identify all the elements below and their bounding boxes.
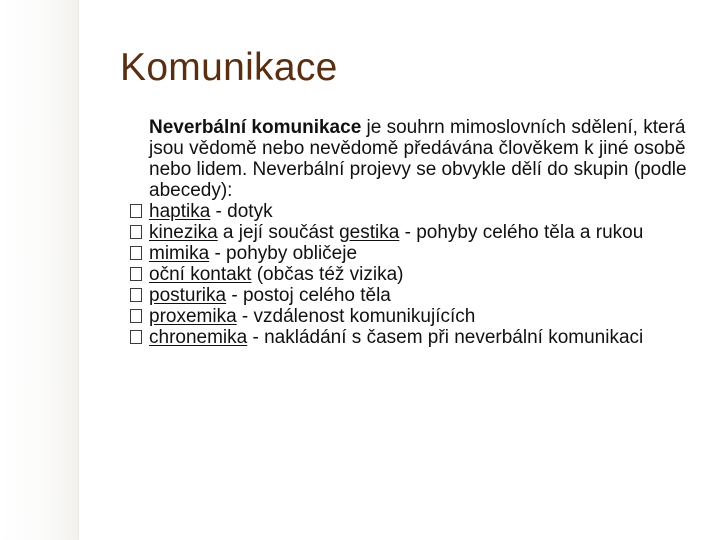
bullet-text: - dotyk: [210, 201, 273, 222]
intro-paragraph: [130, 117, 705, 201]
list-item: [130, 243, 705, 264]
intro-text: je souhrn mimoslovních sdělení, která jsou vědomě nebo nevědomě předávána člověkem k jiné osobě nebo lidem. Neverbální projevy se obvykle dělí do skupin (podle abecedy):: [149, 117, 687, 201]
bullet-term: haptika: [149, 201, 211, 222]
slide-body: [130, 117, 705, 348]
bullet-box-icon: [130, 225, 142, 239]
bullet-box-icon: [130, 288, 142, 302]
list-item: [130, 201, 705, 222]
list-item: [130, 222, 705, 243]
bullet-text: - pohyby obličeje: [209, 243, 358, 264]
left-band-divider: [78, 0, 79, 540]
bullet-text: - vzdálenost komunikujících: [236, 306, 476, 327]
bullet-term: chronemika: [149, 327, 248, 348]
bullet-box-icon: [130, 267, 142, 281]
bullet-term: oční kontakt: [149, 264, 252, 285]
bullet-term: posturika: [149, 285, 227, 306]
list-item: [130, 327, 705, 348]
bullet-box-icon: [130, 204, 142, 218]
bullet-box-icon: [130, 309, 142, 323]
left-decorative-band: [0, 0, 78, 540]
slide-title: Komunikace: [120, 46, 338, 89]
bullet-term-secondary: gestika: [339, 222, 400, 243]
bullet-text: - nakládání s časem při neverbální komunikaci: [247, 327, 644, 348]
bullet-box-icon: [130, 246, 142, 260]
intro-bold-term: Neverbální komunikace: [149, 117, 362, 138]
bullet-term: mimika: [149, 243, 210, 264]
bullet-mid-text: a její součást: [217, 222, 340, 243]
list-item: [130, 306, 705, 327]
list-item: [130, 264, 705, 285]
bullet-box-icon: [130, 330, 142, 344]
bullet-text: (občas též vizika): [251, 264, 404, 285]
bullet-text: - postoj celého těla: [226, 285, 391, 306]
list-item: [130, 285, 705, 306]
bullet-text: - pohyby celého těla a rukou: [399, 222, 644, 243]
bullet-term: kinezika: [149, 222, 218, 243]
bullet-term: proxemika: [149, 306, 237, 327]
